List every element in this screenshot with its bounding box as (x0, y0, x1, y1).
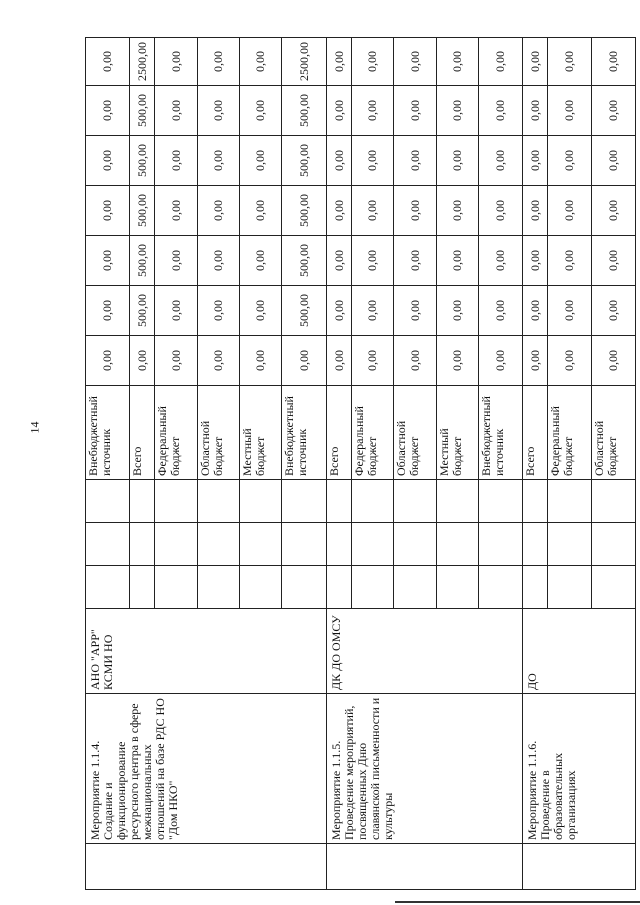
empty-cell (437, 566, 479, 609)
funding-value: 0,00 (240, 286, 282, 336)
funding-value: 2500,00 (282, 38, 327, 86)
empty-cell (155, 480, 198, 523)
funding-value: 0,00 (198, 186, 240, 236)
funding-value: 500,00 (130, 136, 155, 186)
funding-value: 0,00 (155, 186, 198, 236)
funding-value: 0,00 (437, 286, 479, 336)
empty-cell (523, 480, 548, 523)
funding-value: 0,00 (240, 86, 282, 136)
table-row (327, 38, 352, 890)
funding-value: 0,00 (394, 86, 437, 136)
funding-value: 0,00 (437, 86, 479, 136)
funding-value: 0,00 (198, 286, 240, 336)
empty-cell (155, 566, 198, 609)
funding-value: 0,00 (548, 38, 592, 86)
funding-value: 0,00 (155, 38, 198, 86)
funding-source: Внебюджетный источник (282, 386, 327, 480)
table-body (86, 38, 636, 890)
empty-cell (198, 523, 240, 566)
funding-value: 0,00 (240, 136, 282, 186)
funding-source: Федеральный бюджет (548, 386, 592, 480)
empty-cell (155, 523, 198, 566)
funding-value: 500,00 (130, 236, 155, 286)
funding-value: 0,00 (86, 136, 130, 186)
empty-cell (352, 566, 394, 609)
empty-cell (240, 566, 282, 609)
empty-cell (592, 480, 636, 523)
empty-cell (352, 523, 394, 566)
page-number: 14 (27, 421, 42, 434)
activity-name: Мероприятие 1.1.5. Проведение мероприятий, посвященных Дню славянской письменности и культуры (327, 694, 523, 844)
funding-value: 0,00 (479, 186, 523, 236)
empty-cell (86, 844, 327, 890)
funding-value: 0,00 (130, 336, 155, 386)
funding-value: 500,00 (130, 186, 155, 236)
funding-value: 0,00 (198, 236, 240, 286)
empty-cell (592, 566, 636, 609)
funding-value: 0,00 (198, 136, 240, 186)
funding-value: 0,00 (523, 136, 548, 186)
funding-source: Всего (327, 386, 352, 480)
funding-value: 0,00 (198, 336, 240, 386)
funding-value: 0,00 (548, 136, 592, 186)
activity-name: Мероприятие 1.1.4. Создание и функционирование ресурсного центра в сфере межнациональных отношений на базе РДС НО "Дом НКО" (86, 694, 327, 844)
funding-value: 0,00 (155, 236, 198, 286)
funding-value: 0,00 (394, 286, 437, 336)
funding-value: 0,00 (437, 38, 479, 86)
empty-cell (437, 523, 479, 566)
funding-value: 500,00 (130, 86, 155, 136)
funding-value: 0,00 (592, 236, 636, 286)
empty-cell (437, 480, 479, 523)
empty-cell (240, 523, 282, 566)
funding-value: 0,00 (352, 336, 394, 386)
empty-cell (130, 566, 155, 609)
empty-cell (327, 480, 352, 523)
bottom-rule (395, 901, 640, 903)
funding-value: 2500,00 (130, 38, 155, 86)
funding-value: 0,00 (327, 186, 352, 236)
empty-cell (198, 480, 240, 523)
empty-cell (130, 480, 155, 523)
funding-value: 0,00 (86, 186, 130, 236)
funding-value: 0,00 (327, 336, 352, 386)
funding-value: 0,00 (352, 38, 394, 86)
funding-value: 0,00 (352, 286, 394, 336)
activity-executor: ДО (523, 609, 636, 694)
funding-value: 500,00 (282, 86, 327, 136)
funding-value: 0,00 (327, 286, 352, 336)
empty-cell (523, 566, 548, 609)
funding-source: Областной бюджет (394, 386, 437, 480)
empty-cell (523, 844, 636, 890)
funding-value: 0,00 (352, 236, 394, 286)
funding-value: 0,00 (327, 38, 352, 86)
empty-cell (282, 480, 327, 523)
funding-value: 0,00 (86, 86, 130, 136)
funding-source: Областной бюджет (198, 386, 240, 480)
funding-source: Федеральный бюджет (352, 386, 394, 480)
funding-value: 0,00 (592, 38, 636, 86)
funding-value: 0,00 (352, 186, 394, 236)
funding-source: Областной бюджет (592, 386, 636, 480)
funding-source: Местный бюджет (240, 386, 282, 480)
empty-cell (548, 480, 592, 523)
funding-value: 0,00 (437, 186, 479, 236)
funding-value: 500,00 (282, 186, 327, 236)
funding-source: Внебюджетный источник (86, 386, 130, 480)
empty-cell (240, 480, 282, 523)
empty-cell (548, 523, 592, 566)
funding-value: 0,00 (523, 86, 548, 136)
funding-value: 0,00 (86, 336, 130, 386)
empty-cell (282, 566, 327, 609)
funding-value: 500,00 (282, 236, 327, 286)
funding-value: 500,00 (282, 286, 327, 336)
funding-value: 0,00 (479, 336, 523, 386)
funding-value: 0,00 (240, 38, 282, 86)
funding-value: 0,00 (394, 186, 437, 236)
funding-value: 0,00 (155, 86, 198, 136)
empty-cell (86, 480, 130, 523)
funding-value: 0,00 (86, 286, 130, 336)
empty-cell (394, 566, 437, 609)
empty-cell (282, 523, 327, 566)
activity-executor: ДК ДО ОМСУ (327, 609, 523, 694)
funding-value: 0,00 (548, 336, 592, 386)
funding-value: 0,00 (592, 86, 636, 136)
empty-cell (327, 523, 352, 566)
empty-cell (86, 566, 130, 609)
funding-value: 0,00 (240, 186, 282, 236)
funding-value: 0,00 (548, 236, 592, 286)
empty-cell (523, 523, 548, 566)
funding-source: Местный бюджет (437, 386, 479, 480)
funding-value: 0,00 (592, 336, 636, 386)
table-row (86, 38, 130, 890)
empty-cell (479, 480, 523, 523)
funding-value: 0,00 (240, 236, 282, 286)
funding-value: 0,00 (352, 136, 394, 186)
funding-source: Внебюджетный источник (479, 386, 523, 480)
activity-name: Мероприятие 1.1.6. Проведение в образовательных организациях (523, 694, 636, 844)
funding-value: 0,00 (523, 38, 548, 86)
funding-value: 0,00 (437, 136, 479, 186)
funding-value: 0,00 (327, 236, 352, 286)
funding-value: 0,00 (592, 286, 636, 336)
funding-value: 0,00 (548, 186, 592, 236)
empty-cell (548, 566, 592, 609)
funding-value: 0,00 (479, 286, 523, 336)
funding-value: 0,00 (352, 86, 394, 136)
funding-value: 0,00 (198, 86, 240, 136)
empty-cell (130, 523, 155, 566)
funding-value: 0,00 (523, 236, 548, 286)
funding-value: 0,00 (479, 86, 523, 136)
funding-value: 0,00 (437, 236, 479, 286)
empty-cell (592, 523, 636, 566)
funding-value: 0,00 (198, 38, 240, 86)
empty-cell (352, 480, 394, 523)
funding-value: 0,00 (394, 136, 437, 186)
empty-cell (327, 844, 523, 890)
funding-value: 0,00 (523, 286, 548, 336)
funding-value: 0,00 (548, 86, 592, 136)
funding-value: 0,00 (479, 38, 523, 86)
activity-executor: АНО "АРР" КСМИ НО (86, 609, 327, 694)
funding-value: 0,00 (394, 38, 437, 86)
funding-value: 0,00 (523, 336, 548, 386)
empty-cell (198, 566, 240, 609)
funding-source: Федеральный бюджет (155, 386, 198, 480)
funding-value: 0,00 (282, 336, 327, 386)
empty-cell (394, 480, 437, 523)
funding-value: 0,00 (86, 236, 130, 286)
funding-value: 0,00 (155, 286, 198, 336)
funding-value: 0,00 (394, 236, 437, 286)
funding-value: 0,00 (155, 136, 198, 186)
empty-cell (86, 523, 130, 566)
funding-source: Всего (130, 386, 155, 480)
funding-value: 500,00 (282, 136, 327, 186)
funding-value: 0,00 (327, 86, 352, 136)
funding-value: 0,00 (523, 186, 548, 236)
empty-cell (327, 566, 352, 609)
funding-value: 0,00 (86, 38, 130, 86)
funding-value: 0,00 (394, 336, 437, 386)
funding-value: 0,00 (592, 136, 636, 186)
empty-cell (394, 523, 437, 566)
funding-value: 0,00 (479, 136, 523, 186)
empty-cell (479, 523, 523, 566)
funding-value: 0,00 (479, 236, 523, 286)
funding-value: 0,00 (155, 336, 198, 386)
program-table-rotated (85, 38, 620, 890)
funding-table (85, 37, 636, 890)
table-row (523, 38, 548, 890)
funding-value: 0,00 (240, 336, 282, 386)
funding-value: 500,00 (130, 286, 155, 336)
funding-value: 0,00 (437, 336, 479, 386)
funding-value: 0,00 (327, 136, 352, 186)
funding-value: 0,00 (592, 186, 636, 236)
funding-value: 0,00 (548, 286, 592, 336)
empty-cell (479, 566, 523, 609)
funding-source: Всего (523, 386, 548, 480)
